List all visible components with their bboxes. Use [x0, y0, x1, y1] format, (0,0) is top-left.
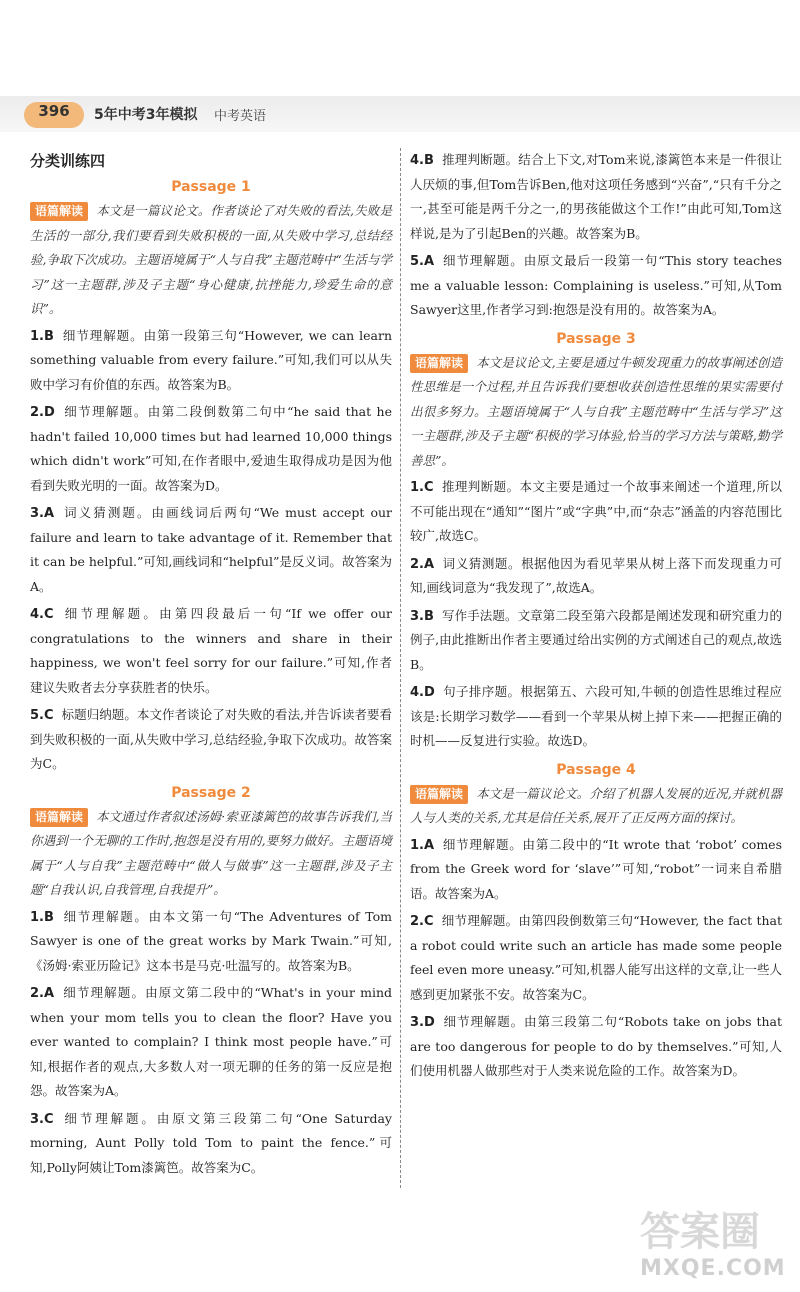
- answer-text: 细节理解题。由原文第三段第二句“One Saturday morning, Aunt Polly told Tom to paint the fence.”可知,Polly阿姨让Tom漆篱笆。故答案为C。: [30, 1110, 392, 1175]
- passage-4: [410, 762, 782, 1084]
- answer-number: 3.C: [30, 1111, 54, 1127]
- answer-text: 细节理解题。由本文第一句“The Adventures of Tom Sawyer is one of the great works by Mark Twain.”可知,《汤姆·索亚历险记》这本书是马克·吐温写的。故答案为B。: [30, 908, 392, 973]
- answer-number: 1.A: [410, 837, 435, 853]
- answer-item: [30, 981, 392, 1104]
- intro-text: 本文通过作者叙述汤姆·索亚漆篱笆的故事告诉我们,当你遇到一个无聊的工作时,抱怨是没有用的,要努力做好。主题语境属于“人与自我”主题范畴中“做人与做事”这一主题群,涉及子主题“自我认识,自我管理,自我提升”。: [30, 808, 392, 897]
- answer-item: [30, 501, 392, 599]
- passage-title: Passage 4: [556, 761, 636, 778]
- answer-number: 2.C: [410, 914, 434, 929]
- answer-text: 词义猜测题。由画线词后两句“We must accept our failure and learn to take advantage of it. Remember that it can be helpful.”可知,画线词和“helpful”是反义词。故答案为A。: [30, 505, 392, 594]
- answer-text: 细节理解题。由第二段倒数第二句中“he said that he hadn't failed 10,000 times but had learned 10,000 things which didn't work”可知,在作者眼中,爱迪生取得成功是因为他看到失败光明的一面。故答案为D。: [30, 404, 392, 493]
- answer-number: 2.D: [30, 405, 55, 420]
- passage-2: [30, 785, 392, 1181]
- answer-number: 4.C: [30, 607, 54, 622]
- intro-text: 本文是一篇议论文。介绍了机器人发展的近况,并就机器人与人类的关系,尤其是信任关系,展开了正反两方面的探讨。: [410, 785, 782, 825]
- answer-item: [30, 602, 392, 700]
- book-title: 5年中考3年模拟: [94, 107, 198, 123]
- answer-text: 写作手法题。文章第二段至第六段都是阐述发现和研究重力的例子,由此推断出作者主要通过给出实例的方式阐述自己的观点,故选B。: [410, 607, 782, 672]
- answer-number: 2.A: [30, 986, 55, 1001]
- answer-number: 2.A: [410, 556, 435, 572]
- answer-text: 细节理解题。由第三段第二句“Robots take on jobs that are too dangerous for people to do by themselves.”可知,人们使用机器人做那些对于人类来说危险的工作。故答案为D。: [410, 1014, 782, 1078]
- left-column: [30, 148, 392, 1183]
- answer-text: 细节理解题。由第四段倒数第三句“However, the fact that a robot could write such an article has made some people feel even more uneasy.”可知,机器人能写出这样的文章,让一些人感到更加紧张不安。故答案为C。: [410, 913, 782, 1002]
- page-number: 396: [24, 102, 84, 128]
- answer-number: 1.B: [30, 328, 54, 344]
- page-header: [0, 96, 800, 140]
- passage-1: [30, 179, 392, 777]
- analysis-badge: 语篇解读: [410, 785, 468, 804]
- answer-number: 4.B: [410, 153, 434, 168]
- answer-item: [410, 833, 782, 907]
- answer-number: 5.C: [30, 708, 54, 723]
- watermark-logo: 答案圈: [640, 1209, 760, 1255]
- column-divider: [400, 148, 401, 1188]
- answer-item: [410, 148, 782, 246]
- answer-text: 细节理解题。由第四段最后一句“If we offer our congratulations to the winners and share in their happiness, we won't feel sorry for our failure.”可知,作者建议失败者去分享获胜者的快乐。: [30, 606, 392, 695]
- answer-text: 细节理解题。由第二段中的“It wrote that ‘robot’ comes from the Greek word for ‘slave’”可知,“robot”一词来自希腊语。故答案为A。: [410, 836, 782, 901]
- answer-item: [30, 1107, 392, 1181]
- answer-number: 5.A: [410, 254, 435, 269]
- answer-item: [410, 1010, 782, 1084]
- section-title: 分类训练四: [30, 152, 106, 170]
- passage-intro: [410, 351, 782, 474]
- answer-text: 细节理解题。由第一段第三句“However, we can learn something valuable from every failure.”可知,我们可以从失败中学习有价值的东西。故答案为B。: [30, 327, 392, 392]
- analysis-badge: 语篇解读: [30, 202, 88, 221]
- book-subject: 中考英语: [214, 109, 267, 124]
- answer-item: [30, 400, 392, 498]
- watermark-site: MXQE.COM: [640, 1256, 786, 1281]
- answer-item: [410, 604, 782, 678]
- answer-text: 推理判断题。结合上下文,对Tom来说,漆篱笆本来是一件很让人厌烦的事,但Tom告诉Ben,他对这项任务感到“兴奋”,“只有千分之一,甚至可能是两千分之一,的男孩能做这个工作!”由此可知,Tom这样说,是为了引起Ben的兴趣。故答案为B。: [410, 152, 782, 241]
- passage-intro: [30, 805, 392, 903]
- passage-intro: [30, 199, 392, 322]
- passage-title: Passage 1: [171, 179, 251, 195]
- answer-number: 1.B: [30, 909, 54, 925]
- intro-text: 本文是一篇议论文。作者谈论了对失败的看法,失败是生活的一部分,我们要看到失败积极的一面,从失败中学习,总结经验,争取下次成功。主题语境属于“人与自我”主题范畴中“生活与学习”这一主题群,涉及子主题“身心健康,抗挫能力,珍爱生命的意识”。: [30, 203, 392, 316]
- passage-2-continued: [410, 148, 782, 323]
- answer-text: 推理判断题。本文主要是通过一个故事来阐述一个道理,所以不可能出现在“通知”“图片”或“字典”中,而“杂志”涵盖的内容范围比较广,故选C。: [410, 479, 782, 543]
- answer-item: [30, 703, 392, 777]
- watermark: [640, 1200, 790, 1290]
- answer-number: 3.D: [410, 1015, 435, 1030]
- answer-item: [30, 324, 392, 398]
- answer-item: [410, 680, 782, 754]
- passage-title: Passage 3: [556, 330, 636, 347]
- answer-text: 句子排序题。根据第五、六段可知,牛顿的创造性思维过程应该是:长期学习数学——看到一个苹果从树上掉下来——把握正确的时机——反复进行实验。故选D。: [410, 684, 782, 748]
- answer-item: [410, 552, 782, 601]
- right-column: [410, 148, 782, 1087]
- answer-number: 4.D: [410, 685, 435, 700]
- analysis-badge: 语篇解读: [410, 354, 468, 373]
- answer-number: 3.B: [410, 608, 434, 624]
- answer-text: 词义猜测题。根据他因为看见苹果从树上落下而发现重力可知,画线词意为“我发现了”,故选A。: [410, 555, 782, 595]
- answer-number: 1.C: [410, 480, 434, 495]
- answer-item: [410, 909, 782, 1007]
- analysis-badge: 语篇解读: [30, 808, 88, 827]
- intro-text: 本文是议论文,主要是通过牛顿发现重力的故事阐述创造性思维是一个过程,并且告诉我们要想收获创造性思维的果实需要付出很多努力。主题语境属于“人与自我”主题范畴中“生活与学习”这一主题群,涉及子主题“积极的学习体验,恰当的学习方法与策略,勤学善思”。: [410, 354, 782, 468]
- answer-text: 细节理解题。由原文最后一段第一句“This story teaches me a valuable lesson: Complaining is useless.”可知,从Tom Sawyer这里,作者学习到:抱怨是没有用的。故答案为A。: [410, 253, 782, 317]
- answer-item: [410, 249, 782, 323]
- answer-item: [410, 475, 782, 549]
- passage-intro: [410, 782, 782, 831]
- passage-title: Passage 2: [171, 784, 251, 801]
- answer-text: 细节理解题。由原文第二段中的“What's in your mind when your mom tells you to clean the floor? Have you ever wanted to complain? I think most people have.”可知,根据作者的观点,大多数人对一项无聊的任务的第一反应是抱怨。故答案为A。: [30, 985, 392, 1098]
- answer-text: 标题归纳题。本文作者谈论了对失败的看法,并告诉读者要看到失败积极的一面,从失败中学习,总结经验,争取下次成功。故答案为C。: [30, 707, 392, 771]
- answer-item: [30, 905, 392, 979]
- passage-3: [410, 331, 782, 754]
- answer-number: 3.A: [30, 506, 55, 521]
